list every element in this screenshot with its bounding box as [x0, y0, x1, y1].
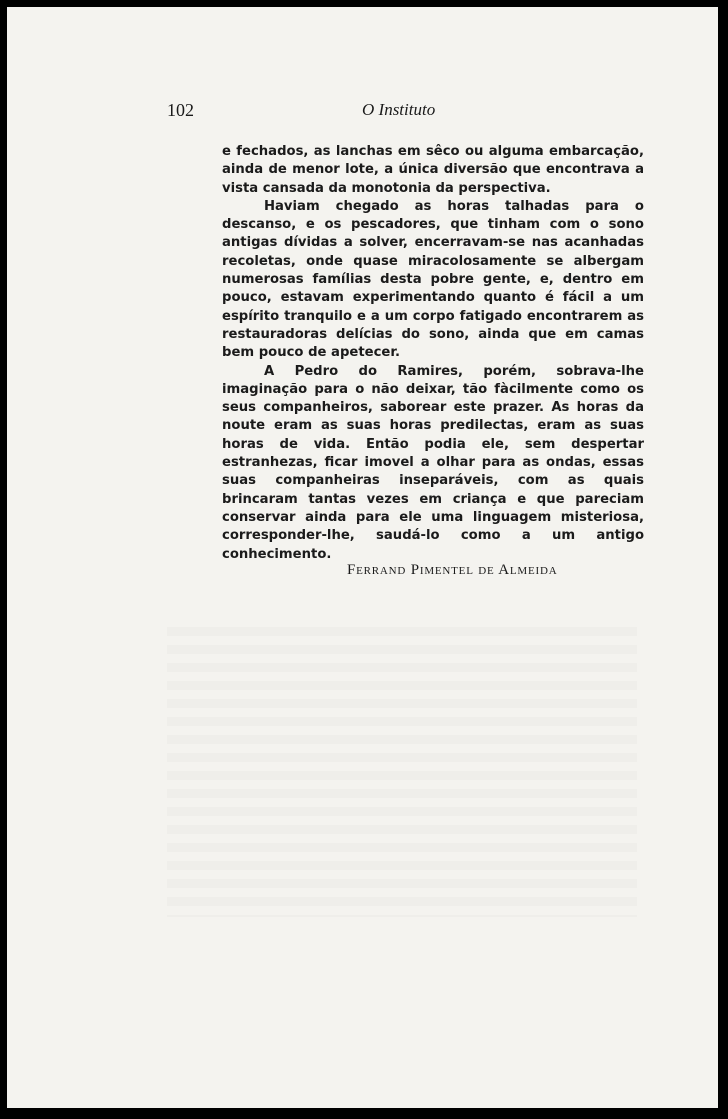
page-header — [7, 100, 718, 124]
paragraph-1: e fechados, as lanchas em sêco ou alguma embarcação, ainda de menor lote, a única diversão que encontrava a vista cansada da monotonia da perspectiva. — [222, 144, 644, 196]
author-signature: Ferrand Pimentel de Almeida — [347, 562, 558, 578]
body-text — [222, 143, 644, 564]
paragraph-3: A Pedro do Ramires, porém, sobrava-lhe imaginação para o não deixar, tão fàcilmente como os seus companheiros, saborear este prazer. As horas da noute eram as suas horas predilectas, eram as suas horas de vida. Então podia ele, sem despertar estranhezas, ficar imovel a olhar para as ondas, essas suas companheiras inseparáveis, com as quais brincaram tantas vezes em criança e que pareciam conservar ainda para ele uma linguagem misteriosa, corresponder-lhe, saudá-lo como a um antigo conhecimento. — [222, 363, 644, 562]
document-page — [7, 7, 718, 1108]
paragraph-2: Haviam chegado as horas talhadas para o descanso, e os pescadores, que tinham com o sono antigas dívidas a solver, encerravam-se nas acanhadas recoletas, onde quase miracolosamente se albergam numerosas famílias desta pobre gente, e, dentro em pouco, estavam experimentando quanto é fácil a um espírito tranquilo e a um corpo fatigado encontrarem as restauradoras delícias do sono, ainda que em camas bem pouco de apetecer. — [222, 198, 644, 361]
running-title: O Instituto — [362, 100, 436, 119]
show-through-texture — [167, 627, 637, 917]
page-number: 102 — [167, 100, 194, 120]
